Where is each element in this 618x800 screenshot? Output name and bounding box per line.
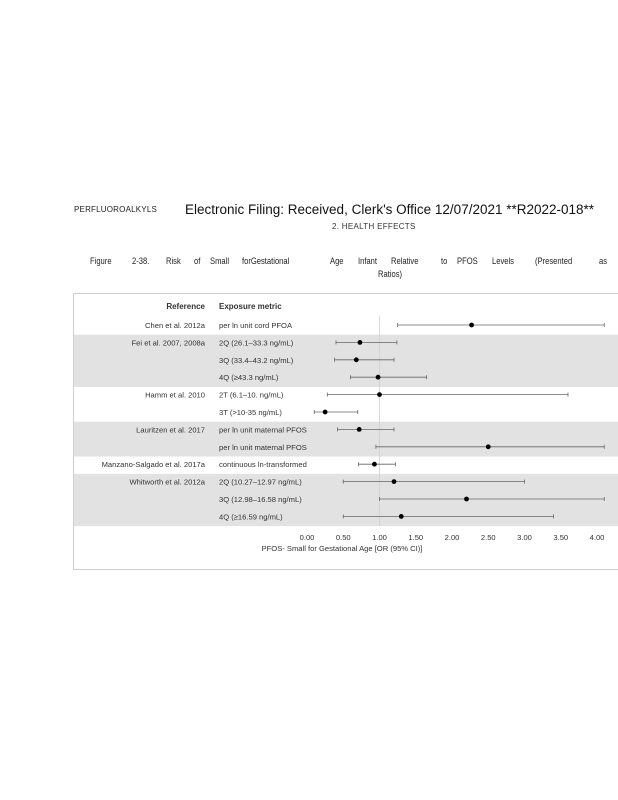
odds-ratio-point [323,410,328,415]
exposure-metric: 4Q (≥16.59 ng/mL) [219,512,283,522]
caption-word: (Presented [535,256,573,267]
x-tick-label: 0.00 [299,533,315,543]
exposure-metric: per ln unit cord PFOA [219,321,293,330]
column-header-exposure: Exposure metric [219,302,282,311]
odds-ratio-point [464,497,469,502]
x-tick-label: 3.50 [553,533,569,543]
odds-ratio-point [377,392,382,397]
exposure-metric: 3T (>10-35 ng/mL) [219,408,282,417]
exposure-metric: 4Q (≥43.3 ng/mL) [219,373,279,383]
caption-word: Relative [391,256,419,267]
caption-word: as [599,256,608,267]
odds-ratio-point [392,479,397,484]
study-reference: Lauritzen et al. 2017 [136,425,205,435]
caption-word: Risk [166,256,181,267]
caption-word: Figure [90,256,112,267]
caption-word: Small [210,256,230,267]
chapter-heading: 2. HEALTH EFFECTS [332,222,416,231]
exposure-metric: continuous ln-transformed [219,460,307,470]
forest-plot [73,293,618,570]
caption-word: 2-38. [132,256,150,267]
exposure-metric: 2Q (26.1–33.3 ng/mL) [219,338,294,348]
caption-word: Age [330,256,344,267]
study-reference: Whitworth et al. 2012a [129,477,205,487]
study-reference: Manzano-Salgado et al. 2017a [101,460,205,470]
forest-plot-svg [74,294,618,569]
odds-ratio-point [486,444,491,449]
caption-word: Infant [358,256,378,267]
odds-ratio-point [399,514,404,519]
odds-ratio-point [358,340,363,345]
column-header-reference: Reference [166,302,205,311]
x-tick-label: 4.00 [589,533,605,543]
caption-word: to [441,256,448,267]
section-header: PERFLUOROALKYLS [74,205,158,214]
x-tick-label: 0.50 [335,533,351,543]
exposure-metric: 2Q (10.27–12.97 ng/mL) [219,477,302,487]
caption-line-2: Ratios) [378,269,403,280]
caption-word: Levels [492,256,514,267]
odds-ratio-point [372,462,377,467]
caption-word: of [194,256,201,267]
x-tick-label: 1.00 [372,533,387,543]
exposure-metric: 3Q (12.98–16.58 ng/mL) [219,495,302,504]
study-reference: Chen et al. 2012a [145,321,205,330]
caption-word: forGestational [242,256,290,267]
x-axis-label: PFOS- Small for Gestational Age [OR (95% CI)] [261,544,423,554]
x-tick-label: 2.00 [444,533,460,543]
study-reference: Fei et al. 2007, 2008a [131,338,205,348]
filing-stamp: Electronic Filing: Received, Clerk's Office 12/07/2021 **R2022-018** [185,202,595,217]
caption-word: PFOS [457,256,478,267]
exposure-metric: per ln unit maternal PFOS [219,442,307,452]
study-reference: Hamm et al. 2010 [145,390,205,400]
x-tick-label: 1.50 [408,533,424,543]
exposure-metric: 2T (6.1–10. ng/mL) [219,390,284,400]
odds-ratio-point [469,323,474,328]
odds-ratio-point [354,357,359,362]
odds-ratio-point [357,427,362,432]
odds-ratio-point [376,375,381,380]
x-tick-label: 3.00 [517,533,532,543]
x-tick-label: 2.50 [480,533,496,543]
exposure-metric: per ln unit maternal PFOS [219,425,307,435]
exposure-metric: 3Q (33.4–43.2 ng/mL) [219,355,294,365]
